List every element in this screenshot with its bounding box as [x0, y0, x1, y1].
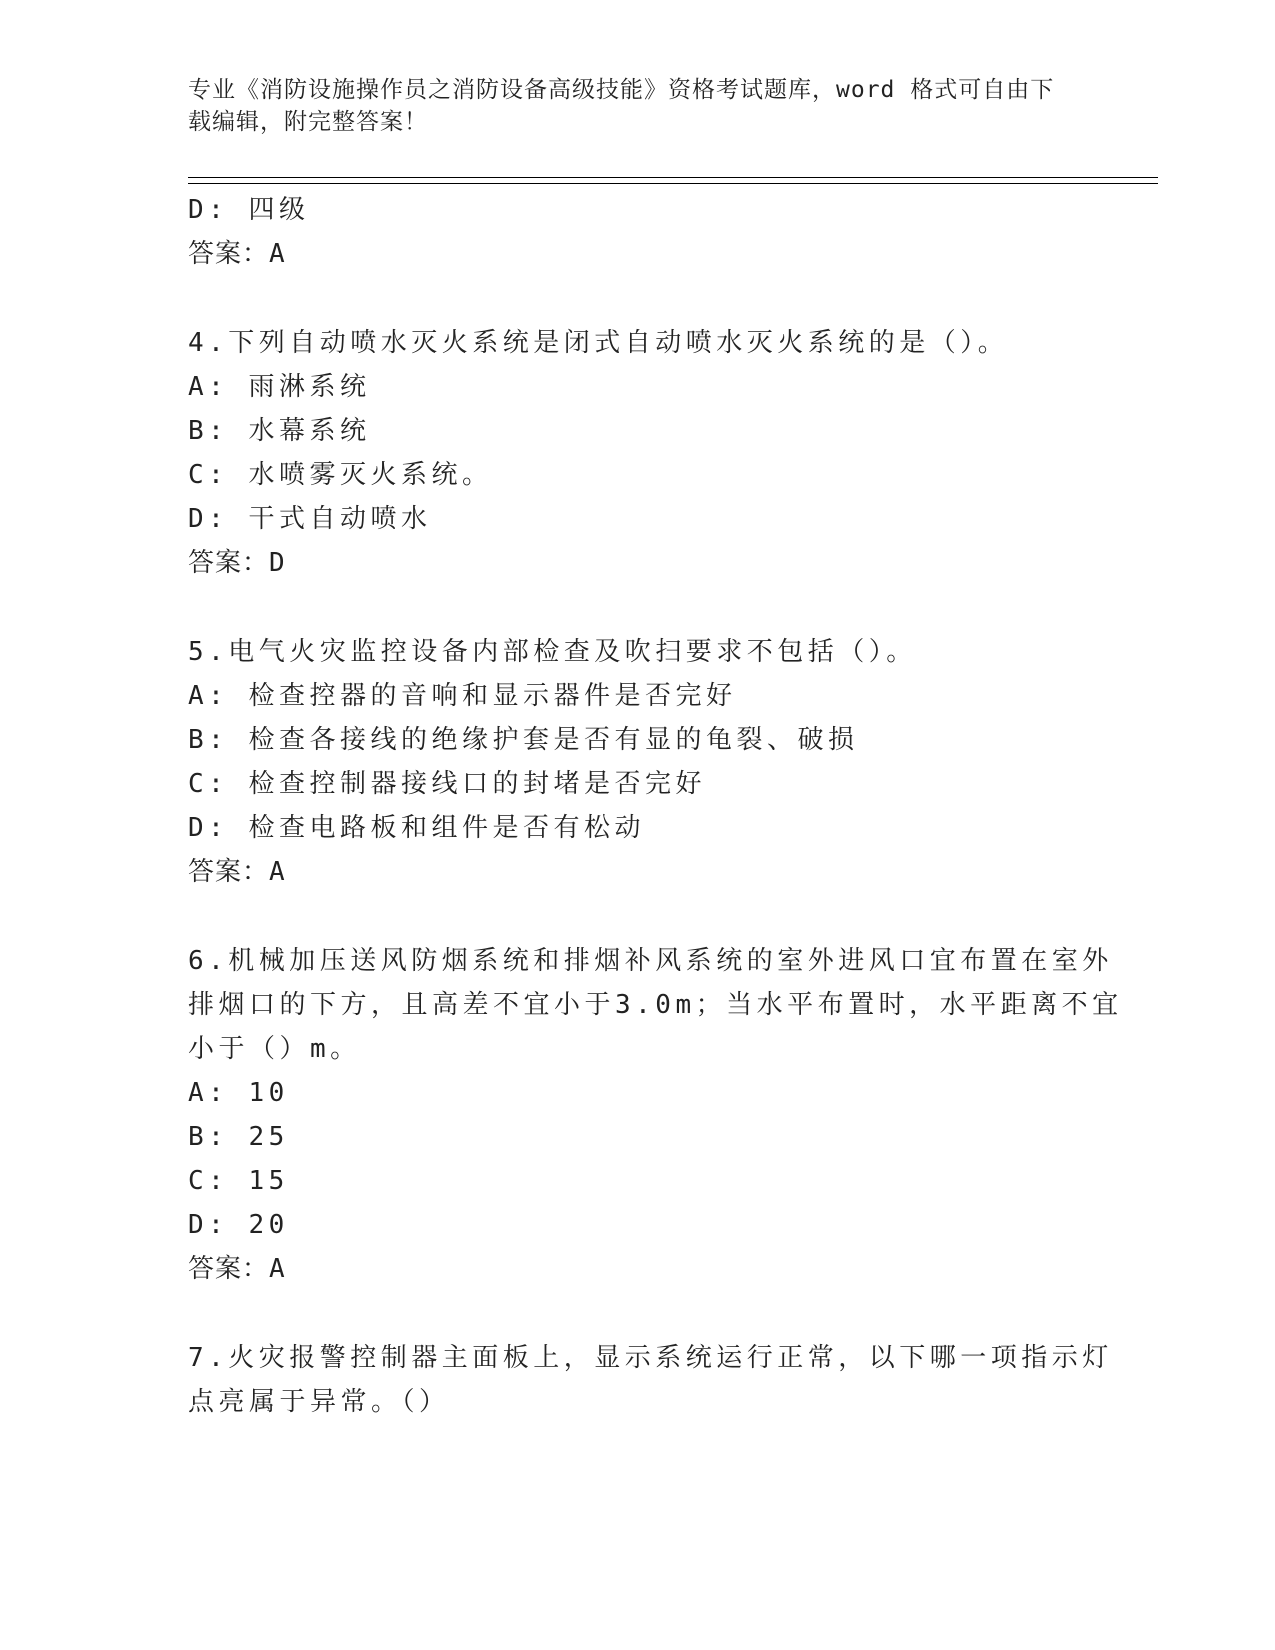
q6-stem-line-3: 小于（）m。	[188, 1034, 361, 1064]
q5-option-b: B: 检查各接线的绝缘护套是否有显的龟裂、破损	[188, 725, 859, 755]
q5-option-c: C: 检查控制器接线口的封堵是否完好	[188, 769, 706, 799]
header-divider-thick	[188, 177, 1158, 178]
q5-option-a: A: 检查控器的音响和显示器件是否完好	[188, 681, 737, 711]
q6-option-a: A: 10	[188, 1078, 289, 1108]
prev-option-d: D: 四级	[188, 195, 310, 225]
q4-option-b: B: 水幕系统	[188, 416, 371, 446]
q4-option-a: A: 雨淋系统	[188, 372, 371, 402]
q4-answer: 答案：D	[188, 548, 286, 578]
q6-option-c: C: 15	[188, 1166, 289, 1196]
q6-answer: 答案：A	[188, 1254, 286, 1284]
header-line-2: 载编辑，附完整答案！	[188, 109, 428, 135]
q6-stem-line-1: 6.机械加压送风防烟系统和排烟补风系统的室外进风口宜布置在室外	[188, 946, 1113, 976]
q4-stem: 4.下列自动喷水灭火系统是闭式自动喷水灭火系统的是（）。	[188, 328, 1009, 358]
q6-option-b: B: 25	[188, 1122, 289, 1152]
q6-option-d: D: 20	[188, 1210, 289, 1240]
prev-answer: 答案：A	[188, 239, 286, 269]
q5-answer: 答案：A	[188, 857, 286, 887]
q4-option-d: D: 干式自动喷水	[188, 504, 432, 534]
header-divider-thin	[188, 183, 1158, 184]
q7-stem-line-2: 点亮属于异常。（）	[188, 1387, 450, 1417]
document-header	[188, 74, 1068, 138]
q5-stem: 5.电气火灾监控设备内部检查及吹扫要求不包括（）。	[188, 637, 917, 667]
q6-stem-line-2: 排烟口的下方，且高差不宜小于3.0m；当水平布置时，水平距离不宜	[188, 990, 1123, 1020]
header-line-1: 专业《消防设施操作员之消防设备高级技能》资格考试题库，word 格式可自由下	[188, 77, 1055, 103]
q7-stem-line-1: 7.火灾报警控制器主面板上，显示系统运行正常，以下哪一项指示灯	[188, 1343, 1113, 1373]
q5-option-d: D: 检查电路板和组件是否有松动	[188, 813, 645, 843]
q4-option-c: C: 水喷雾灭火系统。	[188, 460, 493, 490]
